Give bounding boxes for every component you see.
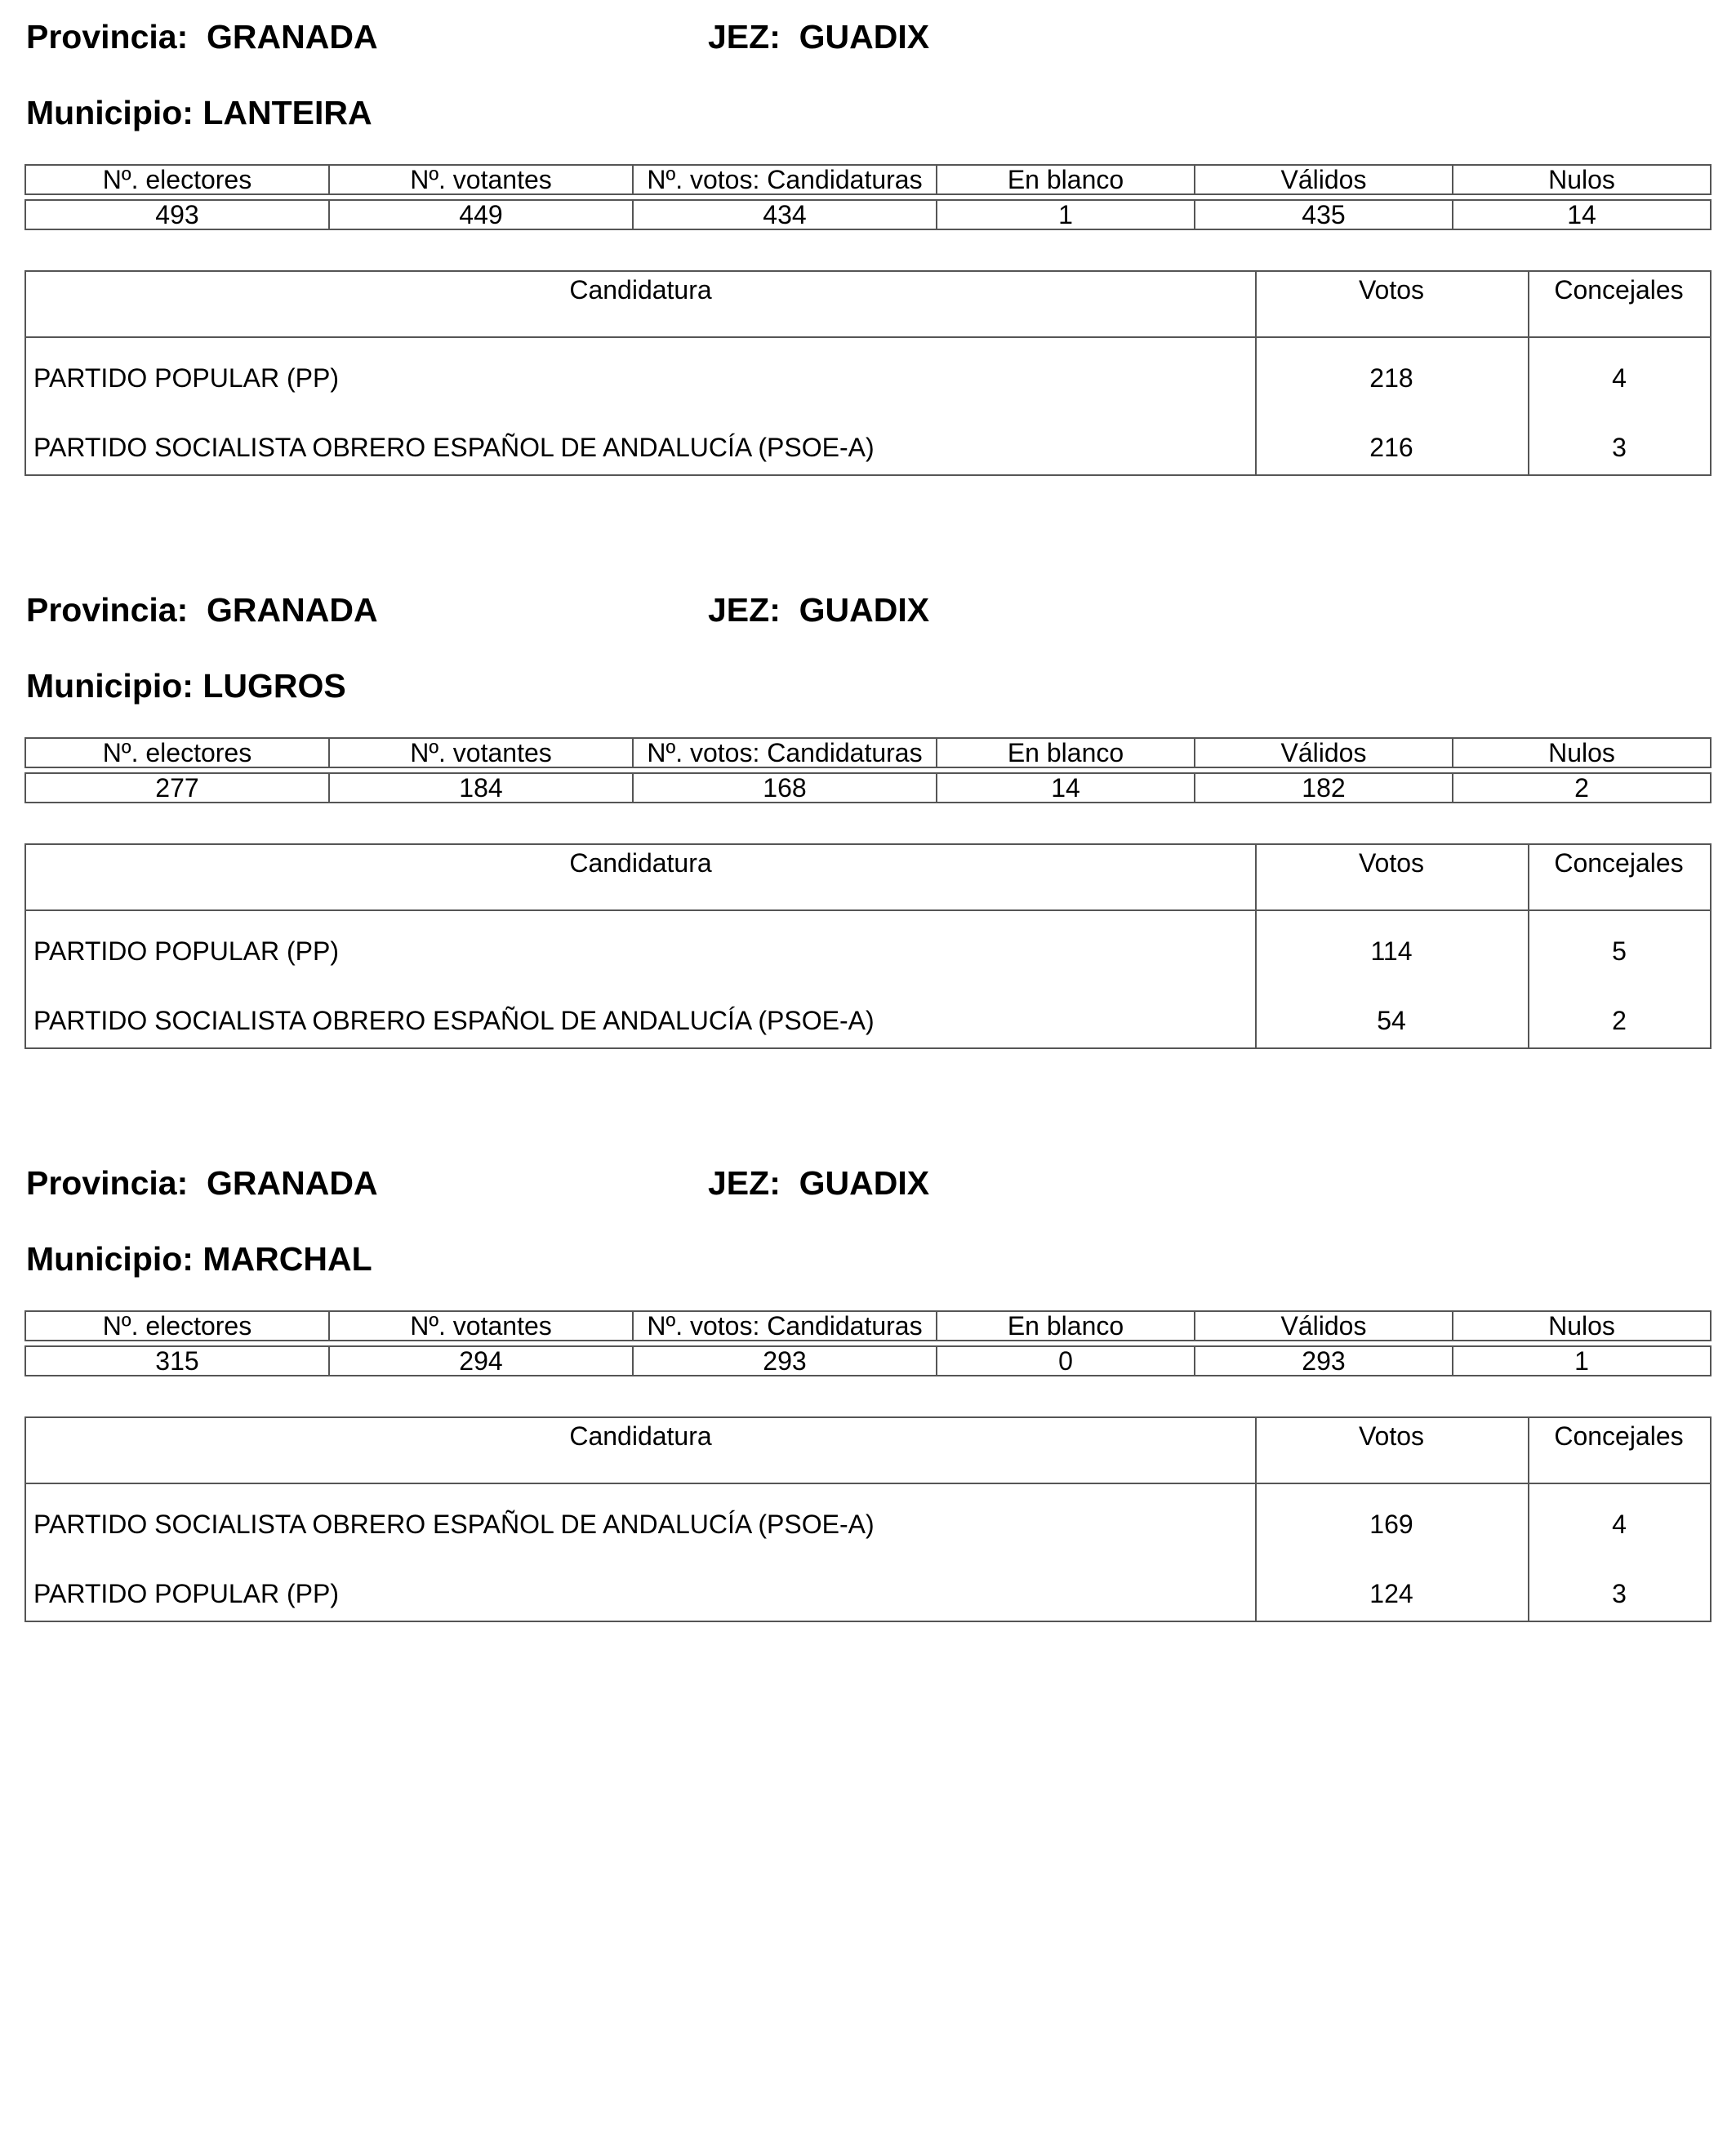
header-divider [26, 1483, 1710, 1484]
candidatura-votos: 114 [1370, 936, 1413, 966]
candidatura-name: PARTIDO SOCIALISTA OBRERO ESPAÑOL DE ANDALUCÍA (PSOE-A) [33, 433, 875, 462]
candidatura-concejales: 3 [1612, 1579, 1627, 1608]
value-votantes: 184 [329, 773, 633, 803]
candidatura-name: PARTIDO POPULAR (PP) [33, 936, 339, 966]
candidatura-votos: 216 [1369, 433, 1413, 462]
value-votantes: 294 [329, 1346, 633, 1376]
header-validos: Válidos [1195, 738, 1453, 767]
value-votos-candidaturas: 293 [633, 1346, 937, 1376]
value-en-blanco: 1 [937, 200, 1195, 229]
header-votantes: Nº. votantes [329, 165, 633, 194]
municipio-heading: Municipio: LUGROS [26, 667, 346, 705]
provincia-heading: Provincia: GRANADA [26, 591, 378, 629]
header-votantes: Nº. votantes [329, 1311, 633, 1341]
header-votantes: Nº. votantes [329, 738, 633, 767]
header-votos: Votos [1358, 848, 1425, 878]
header-nulos: Nulos [1453, 1311, 1711, 1341]
municipio-heading: Municipio: LANTEIRA [26, 94, 372, 131]
header-divider [26, 336, 1710, 338]
candidatura-row [26, 1004, 1710, 1037]
candidatura-votos: 54 [1377, 1006, 1406, 1035]
jez-heading: JEZ: GUADIX [708, 18, 930, 56]
header-divider [26, 909, 1710, 911]
header-candidatura: Candidatura [569, 1421, 712, 1451]
candidatura-row [26, 1577, 1710, 1610]
municipio-block-marchal [0, 1146, 1736, 1718]
header-nulos: Nulos [1453, 738, 1711, 767]
municipio-block-lugros [0, 573, 1736, 1145]
candidatura-votos: 218 [1369, 363, 1413, 393]
candidaturas-table [24, 843, 1712, 1049]
header-validos: Válidos [1195, 165, 1453, 194]
value-validos: 435 [1195, 200, 1453, 229]
candidatura-votos: 169 [1369, 1510, 1413, 1539]
candidatura-name: PARTIDO POPULAR (PP) [33, 363, 339, 393]
municipio-block-lanteira [0, 0, 1736, 571]
jez-heading: JEZ: GUADIX [708, 591, 930, 629]
value-electores: 315 [25, 1346, 329, 1376]
jez-heading: JEZ: GUADIX [708, 1164, 930, 1202]
summary-values-table [24, 1345, 1712, 1376]
header-electores: Nº. electores [25, 1311, 329, 1341]
candidatura-row [26, 1508, 1710, 1541]
header-votos-candidaturas: Nº. votos: Candidaturas [633, 165, 937, 194]
value-nulos: 1 [1453, 1346, 1711, 1376]
header-votos-candidaturas: Nº. votos: Candidaturas [633, 738, 937, 767]
candidatura-name: PARTIDO POPULAR (PP) [33, 1579, 339, 1608]
header-electores: Nº. electores [25, 738, 329, 767]
candidaturas-table [24, 1416, 1712, 1622]
header-nulos: Nulos [1453, 165, 1711, 194]
summary-values-table [24, 199, 1712, 230]
value-en-blanco: 14 [937, 773, 1195, 803]
provincia-heading: Provincia: GRANADA [26, 18, 378, 56]
header-votos: Votos [1358, 1421, 1425, 1451]
provincia-heading: Provincia: GRANADA [26, 1164, 378, 1202]
header-votos-candidaturas: Nº. votos: Candidaturas [633, 1311, 937, 1341]
summary-header-table [24, 164, 1712, 195]
header-concejales: Concejales [1554, 848, 1684, 878]
value-electores: 493 [25, 200, 329, 229]
header-en-blanco: En blanco [937, 738, 1195, 767]
value-validos: 182 [1195, 773, 1453, 803]
header-en-blanco: En blanco [937, 165, 1195, 194]
municipio-heading: Municipio: MARCHAL [26, 1240, 372, 1278]
candidatura-row [26, 362, 1710, 394]
candidatura-row [26, 431, 1710, 464]
candidatura-concejales: 4 [1612, 363, 1627, 393]
value-electores: 277 [25, 773, 329, 803]
header-candidatura: Candidatura [569, 275, 712, 305]
header-concejales: Concejales [1554, 275, 1684, 305]
candidatura-name: PARTIDO SOCIALISTA OBRERO ESPAÑOL DE ANDALUCÍA (PSOE-A) [33, 1006, 875, 1035]
candidatura-concejales: 3 [1612, 433, 1627, 462]
candidatura-concejales: 2 [1612, 1006, 1627, 1035]
candidatura-row [26, 935, 1710, 967]
header-concejales: Concejales [1554, 1421, 1684, 1451]
value-en-blanco: 0 [937, 1346, 1195, 1376]
value-validos: 293 [1195, 1346, 1453, 1376]
candidatura-votos: 124 [1369, 1579, 1413, 1608]
summary-values-table [24, 772, 1712, 803]
value-nulos: 2 [1453, 773, 1711, 803]
candidatura-name: PARTIDO SOCIALISTA OBRERO ESPAÑOL DE ANDALUCÍA (PSOE-A) [33, 1510, 875, 1539]
value-votos-candidaturas: 168 [633, 773, 937, 803]
summary-header-table [24, 737, 1712, 768]
header-candidatura: Candidatura [569, 848, 712, 878]
candidatura-concejales: 5 [1612, 936, 1627, 966]
header-electores: Nº. electores [25, 165, 329, 194]
header-validos: Válidos [1195, 1311, 1453, 1341]
candidatura-concejales: 4 [1612, 1510, 1627, 1539]
value-votantes: 449 [329, 200, 633, 229]
header-votos: Votos [1358, 275, 1425, 305]
value-nulos: 14 [1453, 200, 1711, 229]
header-en-blanco: En blanco [937, 1311, 1195, 1341]
value-votos-candidaturas: 434 [633, 200, 937, 229]
candidaturas-table [24, 270, 1712, 476]
summary-header-table [24, 1310, 1712, 1341]
